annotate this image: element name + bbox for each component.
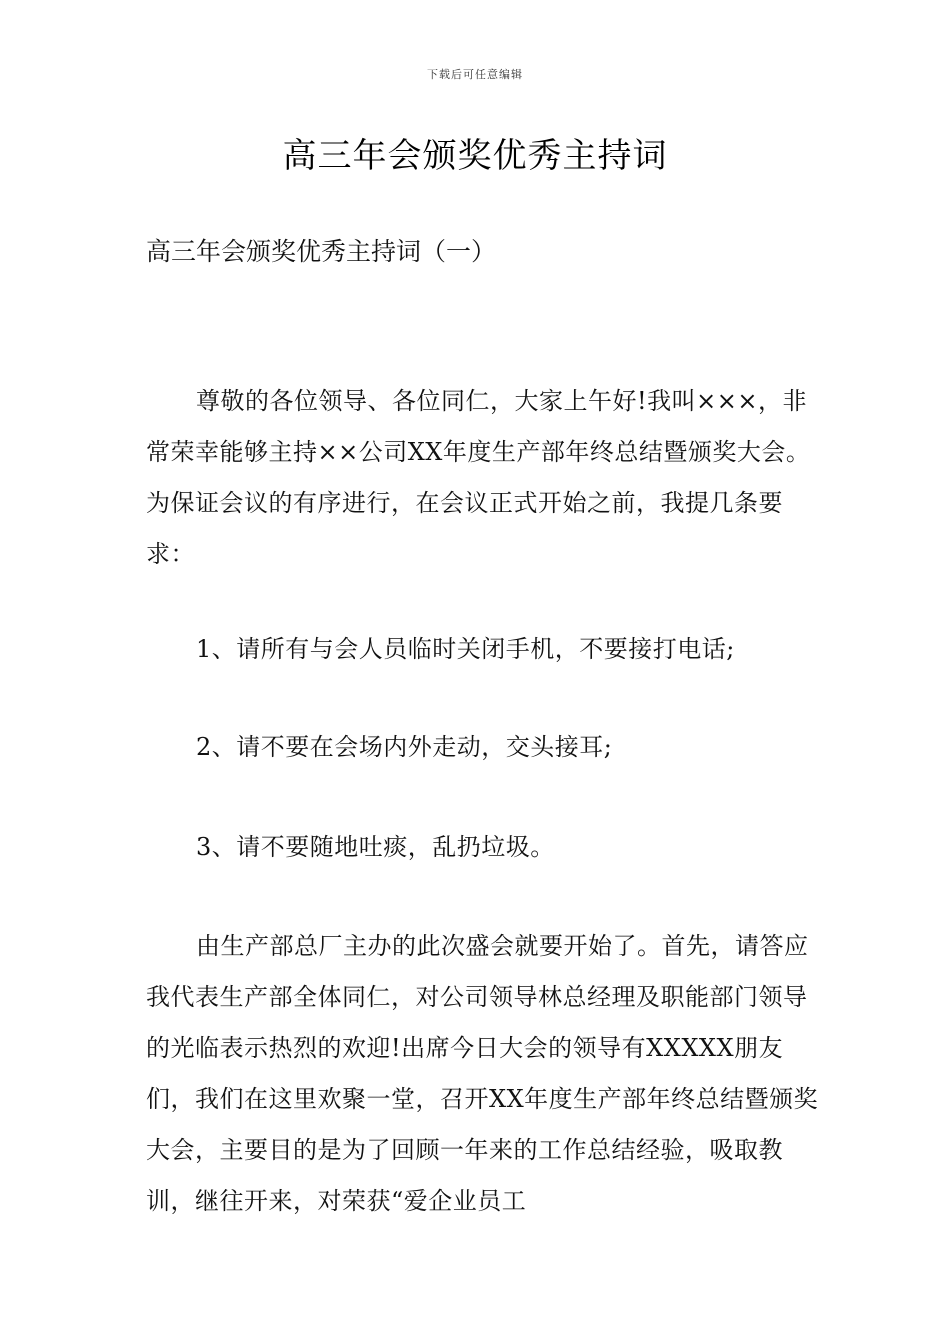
intro-paragraph: 尊敬的各位领导、各位同仁，大家上午好!我叫×××，非常荣幸能够主持××公司XX年度生产部年终总结暨颁奖大会。为保证会议的有序进行，在会议正式开始之前，我提几条要求：	[146, 387, 811, 568]
requirement-item-1: 1、请所有与会人员临时关闭手机，不要接打电话;	[196, 635, 735, 663]
opening-paragraph: 由生产部总厂主办的此次盛会就要开始了。首先，请答应我代表生产部全体同仁，对公司领导林总经理及职能部门领导的光临表示热烈的欢迎!出席今日大会的领导有XXXXX朋友们，我们在这里欢聚一堂，召开XX年度生产部年终总结暨颁奖大会，主要目的是为了回顾一年来的工作总结经验，吸取教训，继往开来，对荣获“爱企业员工	[146, 932, 819, 1215]
header-note: 下载后可任意编辑	[427, 68, 523, 81]
requirement-item-3: 3、请不要随地吐痰，乱扔垃圾。	[196, 833, 555, 861]
document-title: 高三年会颁奖优秀主持词	[282, 136, 668, 176]
requirement-item-2: 2、请不要在会场内外走动，交头接耳;	[196, 733, 613, 761]
section-subtitle: 高三年会颁奖优秀主持词（一）	[146, 237, 497, 266]
